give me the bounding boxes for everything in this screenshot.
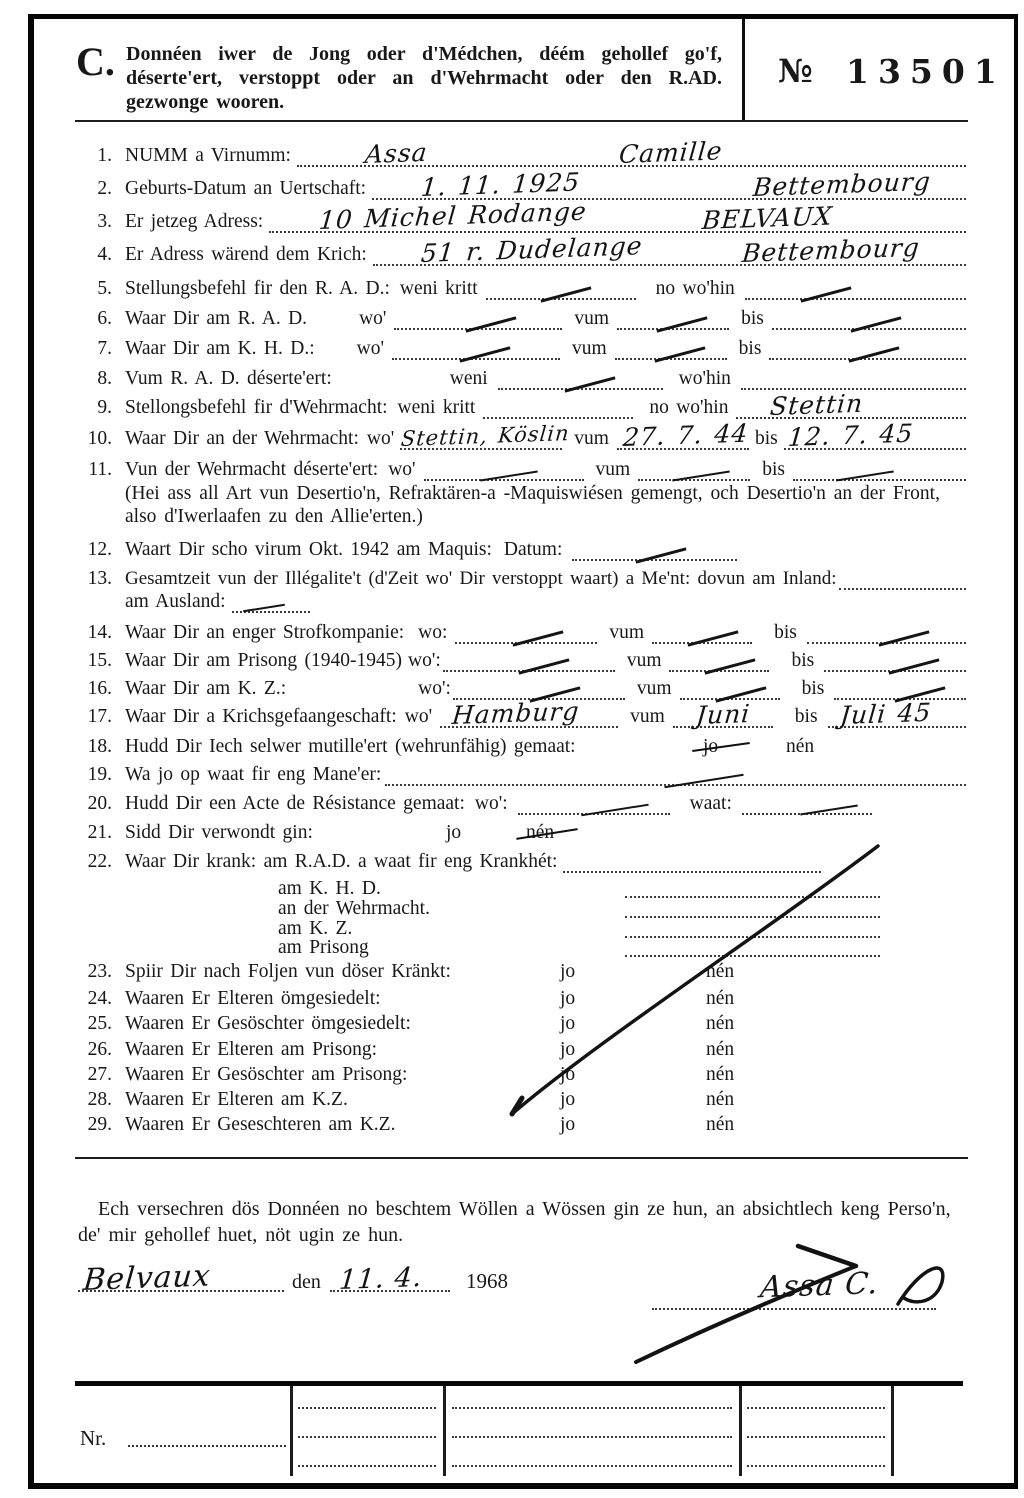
dotted-field [385, 769, 966, 786]
nen-option: nén [706, 988, 735, 1009]
field-label: bis [774, 622, 797, 643]
row-label: Spiir Dir nach Foljen vun döser Kränkt: [125, 961, 451, 982]
form-row [78, 986, 966, 1010]
form-row [78, 820, 966, 844]
handwritten-entry: Assa [363, 137, 429, 170]
table-top-rule [75, 1381, 963, 1386]
handwritten-place: Belvaux [81, 1258, 213, 1299]
field-label: wo' [388, 459, 416, 480]
sub-label: am K. H. D. [278, 878, 381, 899]
field-label: wo' [404, 706, 433, 727]
form-row [78, 457, 966, 481]
field-label: wo': [408, 650, 441, 671]
handwritten-entry: Bettembourg [752, 166, 933, 203]
row-number: 18. [87, 736, 112, 757]
form-row [78, 734, 966, 758]
nen-option: nén [526, 822, 555, 843]
row-number: 16. [87, 678, 112, 699]
table-cell-line [298, 1421, 436, 1438]
row-label: Wa jo op waat fir eng Mane'er: [125, 764, 382, 785]
dotted-field [330, 1261, 450, 1297]
dotted-field [772, 313, 966, 330]
row-label: Waaren Er Gesöschter ömgesiedelt: [125, 1013, 411, 1034]
row-number: 19. [87, 764, 112, 785]
form-row [78, 231, 966, 269]
handwritten-entry: Camille [617, 136, 724, 170]
row-number: 11. [88, 459, 112, 480]
field-label: wo'hin [678, 368, 731, 389]
jo-option: jo [560, 1064, 576, 1085]
form-number: 13501 [846, 52, 1006, 91]
field-label: wo' [356, 338, 384, 359]
field-label: bis [801, 678, 825, 699]
handwritten-entry: Juli 45 [838, 697, 933, 731]
row-number: 21. [87, 822, 112, 843]
row-label: am Ausland: [125, 591, 226, 612]
table-divider [290, 1386, 293, 1476]
handwritten-entry: 10 Michel Rodange [317, 196, 589, 236]
row-number: 9. [97, 397, 112, 418]
row-number: 27. [87, 1064, 112, 1085]
dash-stroke [672, 470, 730, 481]
handwritten-entry: Stettin, Köslin [400, 421, 571, 452]
dotted-field [617, 418, 750, 453]
dotted-field [807, 627, 966, 644]
dotted-field [269, 196, 966, 236]
row-label: Geburts-Datum an Uertschaft: [125, 178, 367, 199]
dotted-field [741, 373, 966, 390]
row-number: 10. [87, 428, 112, 449]
table-cell-line [452, 1421, 732, 1438]
sub-label: an der Wehrmacht. [278, 898, 430, 919]
dotted-field [563, 856, 821, 873]
dotted-field [617, 313, 729, 330]
jo-option: jo [560, 988, 576, 1009]
table-cell-line [747, 1421, 885, 1438]
handwritten-entry: BELVAUX [701, 201, 835, 236]
row-label: Waaren Er Elteren ömgesiedelt: [125, 988, 381, 1009]
handwritten-entry: Stettin [768, 388, 865, 422]
row-label: Waar Dir am R. A. D. [125, 308, 308, 329]
row-number: 7. [97, 338, 112, 359]
row-number: 12. [87, 539, 112, 560]
form-row [78, 1037, 966, 1061]
form-row [78, 849, 966, 873]
handwritten-entry: Bettembourg [740, 232, 921, 269]
row-number: 1. [97, 145, 112, 166]
form-row [78, 388, 966, 422]
dotted-field [518, 798, 670, 815]
dash-stroke [480, 470, 538, 481]
form-row [78, 935, 966, 959]
handwritten-entry: Hamburg [450, 696, 581, 731]
jo-option: jo [446, 822, 462, 843]
row-label: Vum R. A. D. déserte'ert: [125, 368, 332, 389]
form-row [78, 196, 966, 236]
field-label: bis [741, 308, 764, 329]
field-label: vum [636, 678, 672, 699]
dotted-field [745, 283, 966, 300]
dotted-field [572, 544, 737, 561]
jo-option: jo [560, 1089, 576, 1110]
dotted-field [297, 136, 966, 170]
table-divider [891, 1386, 894, 1476]
dash-stroke [801, 804, 859, 815]
row-number: 17. [87, 706, 112, 727]
field-label: vum [595, 459, 631, 480]
row-label: Waaren Er Elteren am Prisong: [125, 1039, 378, 1060]
row-number: 14. [87, 622, 112, 643]
field-label: bis [738, 338, 762, 359]
handwritten-entry: 51 r. Dudelange [420, 231, 645, 269]
table-cell-line [452, 1392, 732, 1409]
row-number: 13. [87, 568, 112, 589]
table-divider [443, 1386, 446, 1476]
form-row [78, 537, 966, 561]
row-number: 15. [87, 650, 112, 671]
dotted-field [680, 683, 780, 700]
dotted-field [834, 683, 966, 700]
field-label: no wo'hin [655, 278, 735, 299]
row-label: Sidd Dir verwondt gin: [125, 822, 313, 843]
handwritten-entry: Juni [694, 699, 752, 731]
dotted-field [392, 343, 560, 360]
nen-option: nén [706, 1089, 735, 1110]
table-cell-line [298, 1392, 436, 1409]
field-label: vum [630, 706, 665, 727]
dotted-field [400, 421, 571, 452]
field-label: bis [754, 428, 778, 449]
row-label: Waaren Er Elteren am K.Z. [125, 1089, 348, 1110]
row-number: 28. [87, 1089, 112, 1110]
row-number: 2. [97, 178, 112, 199]
field-label: bis [791, 650, 815, 671]
header-divider [742, 19, 745, 120]
row-number: 23. [87, 961, 112, 982]
row-label: Vun der Wehrmacht déserte'ert: [125, 459, 379, 480]
row-label: Waaren Er Gesöschter am Prisong: [125, 1064, 408, 1085]
form-row [78, 620, 966, 644]
form-row [78, 566, 966, 590]
field-label: wo': [418, 678, 451, 699]
field-label: vum [609, 622, 645, 643]
row-label: Stellongsbefehl fir d'Wehrmacht: [125, 397, 388, 418]
field-label: wo' [366, 428, 395, 449]
nen-option: nén [706, 1013, 735, 1034]
nen-option: nén [786, 736, 815, 757]
row-label: Hudd Dir een Acte de Résistance gemaat: [125, 793, 465, 814]
dotted-field [669, 655, 769, 672]
dotted-field [443, 655, 615, 672]
row-number: 29. [87, 1114, 112, 1135]
row-number: 8. [97, 368, 112, 389]
dotted-field [793, 464, 966, 481]
row-label: Waar Dir am K. Z.: [125, 678, 287, 699]
form-row [78, 959, 966, 983]
dotted-field [440, 696, 618, 731]
form-row [78, 1112, 966, 1136]
table-cell-line [747, 1450, 885, 1467]
dotted-field [824, 655, 966, 672]
dotted-field [736, 388, 966, 422]
dotted-field [372, 166, 966, 203]
dotted-field [78, 1258, 284, 1299]
row-number: 26. [87, 1039, 112, 1060]
field-label: waat: [689, 793, 732, 814]
nen-option: nén [706, 1064, 735, 1085]
handwritten-entry: 27. 7. 44 [622, 418, 750, 453]
form-title: Donnéen iwer de Jong oder d'Médchen, déém gehollef go'f, déserte'ert, verstoppt oder an d'Wehrmacht oder den R.AD. gezwonge wooren. [126, 43, 722, 113]
form-row [78, 1087, 966, 1111]
field-label: weni kritt [399, 278, 478, 299]
row-label: Waar Dir an enger Strofkompanie: [125, 622, 405, 643]
dotted-field [455, 627, 597, 644]
row-label: Waar Dir krank: am R.A.D. a waat fir eng Krankhét: [125, 851, 558, 872]
dotted-field [373, 231, 966, 269]
dotted-field [483, 402, 633, 419]
numero-symbol: № [778, 52, 813, 90]
form-row [78, 276, 966, 300]
dash-stroke [243, 604, 285, 613]
row-label: Waar Dir a Krichsgefaangeschaft: [125, 706, 397, 727]
section-rule [75, 1157, 968, 1159]
dotted-field [486, 283, 636, 300]
field-label: weni [449, 368, 488, 389]
row-number: 25. [87, 1013, 112, 1034]
dotted-field [638, 464, 750, 481]
form-row [78, 336, 966, 360]
nr-label: Nr. [80, 1426, 107, 1450]
field-label: weni kritt [397, 397, 476, 418]
form-row [78, 1011, 966, 1035]
row-label: Gesamtzeit vun der Illégalite't (d'Zeit wo' Dir verstoppt waart) a Me'nt: dovun am Inland: [125, 568, 837, 589]
form-row [78, 1062, 966, 1086]
dotted-field [839, 573, 966, 590]
field-label: bis [762, 459, 785, 480]
form-row [78, 648, 966, 672]
form-row [78, 676, 966, 700]
table-cell-line [298, 1450, 436, 1467]
section-letter: C. [76, 39, 115, 84]
field-label: no wo'hin [649, 397, 729, 418]
dotted-field [232, 596, 310, 613]
declaration-text: Ech versechren dös Donnéen no beschtem Wöllen a Wössen gin ze hun, an absichtlech keng Perso'n, de' mir gehollef huet, nöt ugin ze hun. [78, 1198, 951, 1246]
row-label: Waaren Er Geseschteren am K.Z. [125, 1114, 396, 1135]
handwritten-entry: 12. 7. 45 [787, 418, 915, 453]
dotted-field [128, 1430, 286, 1447]
jo-option: jo [560, 1039, 576, 1060]
dash-stroke [582, 804, 649, 817]
dotted-field [784, 418, 966, 453]
row-label: Stellungsbefehl fir den R. A. D.: [125, 278, 390, 299]
field-label: wo': [474, 793, 508, 814]
row-number: 6. [97, 308, 112, 329]
nen-option: nén [706, 961, 735, 982]
nen-option: nén [706, 1039, 735, 1060]
form-row [78, 366, 966, 390]
row-number: 22. [87, 851, 112, 872]
row-number: 5. [97, 278, 112, 299]
dotted-field [828, 697, 966, 731]
dotted-field [394, 313, 562, 330]
sub-label: am Prisong [278, 937, 369, 958]
dotted-field [615, 343, 727, 360]
row-number: 4. [97, 244, 112, 265]
date-year: 1968 [466, 1269, 508, 1293]
jo-option: jo [560, 961, 576, 982]
header-rule [75, 120, 968, 122]
row-number: 3. [97, 211, 112, 232]
jo-option: jo [560, 1114, 576, 1135]
row-label: Waart Dir scho virum Okt. 1942 am Maquis: [125, 539, 492, 560]
form-row [78, 762, 966, 786]
field-label: vum [574, 308, 610, 329]
dotted-field [498, 373, 663, 390]
row-label: Er Adress wärend dem Krich: [125, 244, 367, 265]
row-label: Waar Dir an der Wehrmacht: [125, 428, 359, 449]
handwritten-signature: Assa C. [758, 1266, 881, 1306]
row-number: 24. [87, 988, 112, 1009]
sub-label: am K. Z. [278, 918, 353, 939]
field-label: vum [626, 650, 662, 671]
date-den-label: den [292, 1271, 321, 1293]
form-row [78, 166, 966, 203]
handwritten-date: 11. 4. [337, 1261, 424, 1297]
field-label: bis [794, 706, 818, 727]
dotted-field [424, 464, 584, 481]
form-row [78, 136, 966, 170]
row-label: Waar Dir am K. H. D.: [125, 338, 315, 359]
form-row [78, 791, 966, 815]
dotted-field [652, 627, 752, 644]
row-number: 20. [87, 793, 112, 814]
form-row [78, 589, 966, 613]
form-row [78, 418, 966, 453]
dotted-field [625, 940, 880, 957]
nen-option: nén [706, 1114, 735, 1135]
field-label: wo' [359, 308, 387, 329]
row-label: Waar Dir am Prisong (1940-1945) [125, 650, 403, 671]
jo-option: jo [560, 1013, 576, 1034]
dotted-field [673, 699, 773, 731]
row-label: Er jetzeg Adress: [125, 211, 264, 232]
table-cell-line [452, 1450, 732, 1467]
row-label: NUMM a Virnumm: [125, 145, 291, 166]
strike-stroke [692, 742, 750, 752]
handwritten-entry: 1. 11. 1925 [419, 167, 582, 203]
field-label: vum [572, 338, 607, 359]
field-label: vum [574, 428, 609, 449]
jo-option: jo [703, 736, 719, 757]
field-label: wo: [418, 622, 448, 643]
dotted-field [769, 343, 966, 360]
row-label: Hudd Dir Iech selwer mutille'ert (wehrunfähig) gemaat: [125, 736, 576, 757]
dash-stroke [836, 470, 894, 481]
form-row [78, 306, 966, 330]
form-row [78, 696, 966, 731]
table-cell-line [747, 1392, 885, 1409]
row-note: (Hei ass all Art vun Desertio'n, Refraktären-a -Maquiswiésen gemengt, och Desertio'n an der Front, also d'Iwerlaafen zu den Allie'erten.) [125, 483, 940, 527]
field-label: Datum: [503, 539, 563, 560]
table-divider [739, 1386, 742, 1476]
dotted-field [742, 798, 872, 815]
